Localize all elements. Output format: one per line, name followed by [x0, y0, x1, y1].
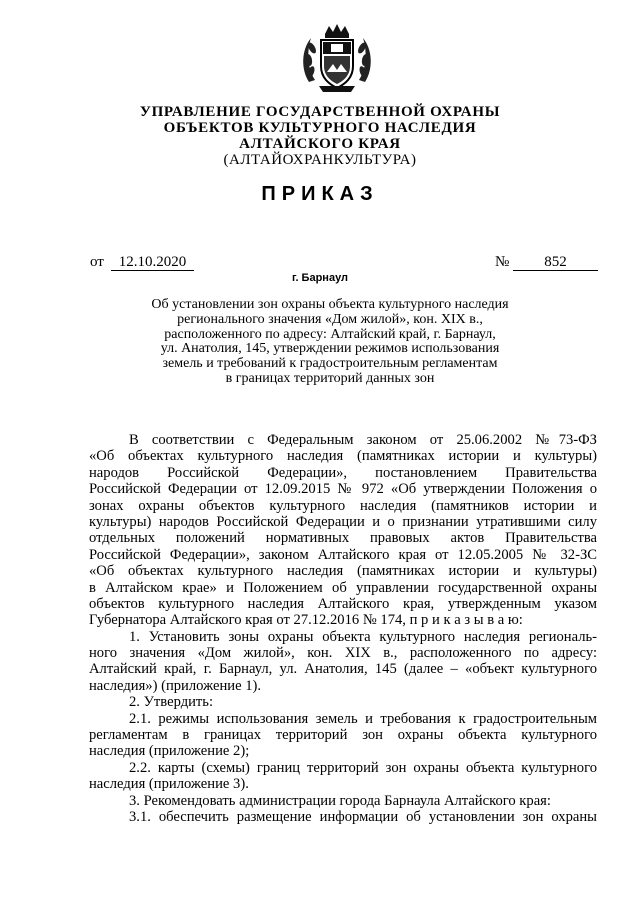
subject-line: Об установлении зон охраны объекта культурного наследия	[151, 297, 509, 312]
subject-line: расположенного по адресу: Алтайский край, г. Барнаул,	[164, 326, 496, 342]
body-text-line: 1. Установить зоны охраны объекта культурного наследия региональ-	[129, 628, 597, 645]
body-text-line: «Об объектах культурного наследия (памятниках истории и культуры)	[89, 563, 597, 580]
body-text-line: Губернатора Алтайского края от 27.12.2016 № 174, п р и к а з ы в а ю:	[89, 612, 523, 629]
document-subject	[100, 298, 560, 387]
body-text-line: 2.2. карты (схемы) границ территорий зон охраны объекта культурного	[129, 759, 597, 776]
body-text-line: объектов культурного наследия Алтайского края, утвержденным указом	[89, 595, 597, 612]
org-line-1: УПРАВЛЕНИЕ ГОСУДАРСТВЕННОЙ ОХРАНЫ	[139, 104, 501, 120]
document-body	[89, 432, 597, 825]
date-label: от	[90, 254, 104, 270]
document-number: 852	[513, 254, 598, 271]
body-text-line: 3.1. обеспечить размещение информации об установлении зон охраны	[129, 808, 597, 825]
organization-name	[0, 104, 640, 168]
body-text-line: регламентам в границах территорий зон охраны объекта культурного	[89, 727, 597, 744]
city-name: г. Барнаул	[291, 272, 349, 284]
document-type-title: ПРИКАЗ	[261, 183, 379, 205]
body-text-line: в Алтайском крае» и Положением об управлении государственной охраны	[89, 579, 597, 596]
number-label: №	[495, 254, 510, 270]
body-text-line: Российской Федерации от 12.09.2015 № 972 «Об утверждении Положения о	[89, 481, 597, 498]
body-text-line: наследия») (приложение 1).	[89, 677, 261, 694]
coat-of-arms-emblem	[297, 20, 377, 100]
body-text-line: культуры) народов Российской Федерации и о признании утратившими силу	[89, 513, 597, 530]
subject-line: земель и требований к градостроительным регламентам	[162, 356, 498, 372]
org-line-2: ОБЪЕКТОВ КУЛЬТУРНОГО НАСЛЕДИЯ	[163, 120, 477, 136]
body-text-line: народов Российской Федерации», постановлением Правительства	[89, 464, 597, 481]
org-abbreviation: (АЛТАЙОХРАНКУЛЬТУРА)	[223, 152, 417, 168]
org-line-3: АЛТАЙСКОГО КРАЯ	[239, 136, 401, 152]
body-text-line: 2.1. режимы использования земель и требования к градостроительным	[129, 710, 597, 727]
body-text-line: «Об объектах культурного наследия (памятниках истории и культуры)	[89, 448, 597, 465]
document-date: 12.10.2020	[111, 254, 194, 271]
body-text-line: Российской Федерации», законом Алтайского края от 12.05.2005 № 32-ЗС	[89, 546, 597, 563]
body-text-line: наследия (приложение 3).	[89, 776, 249, 793]
subject-line: в границах территорий данных зон	[225, 370, 435, 386]
body-text-line: 2. Утвердить:	[129, 694, 214, 711]
body-text-line: ного значения «Дом жилой», кон. XIX в., расположенного по адресу:	[89, 645, 597, 662]
body-text-line: 3. Рекомендовать администрации города Барнаула Алтайского края:	[129, 792, 551, 809]
body-text-line: отдельных положений нормативных правовых актов Правительства	[89, 530, 597, 547]
body-text-line: зонах охраны объектов культурного наследия (памятников истории и	[89, 497, 597, 514]
body-text-line: Алтайский край, г. Барнаул, ул. Анатолия, 145 (далее – «объект культурного	[89, 661, 597, 678]
subject-line: регионального значения «Дом жилой», кон. XIX в.,	[177, 311, 483, 327]
subject-line: ул. Анатолия, 145, утверждении режимов использования	[160, 341, 500, 357]
body-text-line: В соответствии с Федеральным законом от 25.06.2002 №73-ФЗ	[129, 432, 597, 448]
body-text-line: наследия (приложение 2);	[89, 743, 250, 760]
